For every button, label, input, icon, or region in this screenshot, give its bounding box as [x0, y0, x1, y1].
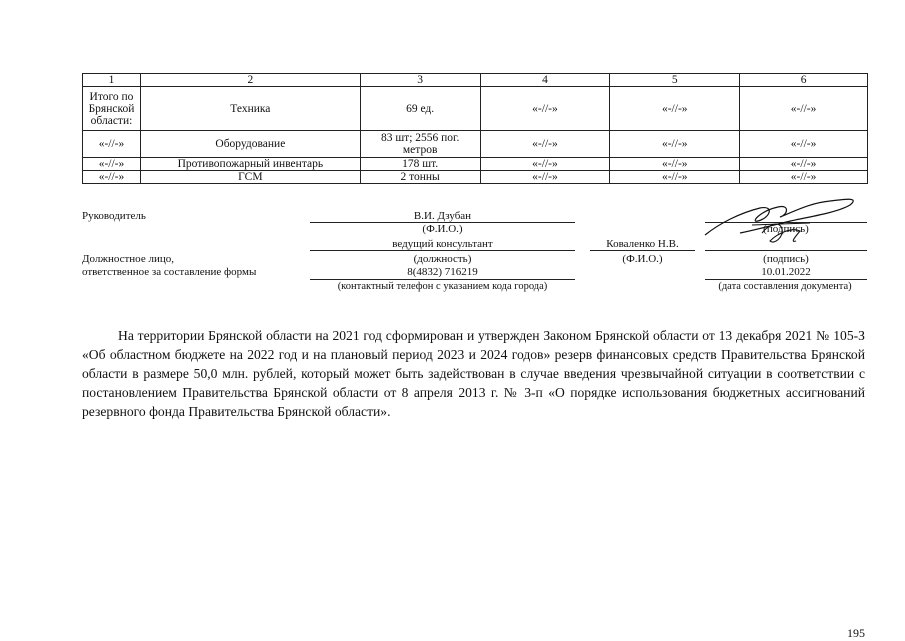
table-cell: «-//-» — [740, 131, 868, 158]
resources-table — [82, 73, 868, 184]
table-header-row — [83, 74, 868, 87]
table-cell: «-//-» — [480, 158, 610, 171]
fio-caption-2: (Ф.И.О.) — [622, 253, 663, 265]
official-label-2: ответственное за составление формы — [82, 266, 257, 278]
table-cell: Оборудование — [140, 131, 360, 158]
table-cell: ГСМ — [140, 171, 360, 184]
table-row — [83, 87, 868, 131]
phone-caption: (контактный телефон с указанием кода города) — [337, 281, 548, 292]
handwritten-signature-icon — [700, 193, 865, 253]
position-value: ведущий консультант — [392, 238, 493, 250]
header-cell: 2 — [140, 74, 360, 87]
table-cell: Итого по Брянской области: — [83, 87, 141, 131]
table-cell: «-//-» — [610, 131, 740, 158]
table-cell: «-//-» — [610, 171, 740, 184]
page-number: 195 — [847, 626, 865, 640]
official-name-line — [590, 250, 695, 251]
table-cell: «-//-» — [83, 171, 141, 184]
position-caption: (должность) — [413, 253, 472, 265]
table-cell: 178 шт. — [360, 158, 480, 171]
position-line — [310, 250, 575, 251]
date-value: 10.01.2022 — [761, 266, 811, 278]
table-cell: «-//-» — [480, 131, 610, 158]
table-cell: «-//-» — [83, 158, 141, 171]
header-cell: 5 — [610, 74, 740, 87]
table-cell: «-//-» — [480, 87, 610, 131]
table-cell: Противопожарный инвентарь — [140, 158, 360, 171]
head-label: Руководитель — [82, 210, 146, 222]
table-cell: «-//-» — [740, 171, 868, 184]
sign-caption-2: (подпись) — [763, 253, 809, 265]
phone-line — [310, 279, 575, 280]
budget-reserve-paragraph: На территории Брянской области на 2021 год сформирован и утвержден Законом Брянской области от 13 декабря 2021 № 105-З «Об областном бюджете на 2022 год и на плановый период 2023 и 2024 годов» резерв финансовых средств Правительства Брянской области в размере 50,0 млн. рублей, который может быть задействован в случае введения чрезвычайной ситуации в соответствии с постановлением Правительства Брянской области от 8 апреля 2013 г. № 3-п «О порядке использования бюджетных ассигнований резервного фонда Правительства Брянской области». — [82, 328, 865, 419]
table-cell: 2 тонны — [360, 171, 480, 184]
table-cell: «-//-» — [83, 131, 141, 158]
header-cell: 3 — [360, 74, 480, 87]
table-row — [83, 171, 868, 184]
head-name: В.И. Дзубан — [413, 210, 472, 222]
fio-caption: (Ф.И.О.) — [422, 223, 463, 235]
table-cell: Техника — [140, 87, 360, 131]
date-caption: (дата составления документа) — [718, 281, 852, 292]
table-cell: «-//-» — [740, 87, 868, 131]
table-cell: «-//-» — [480, 171, 610, 184]
header-cell: 4 — [480, 74, 610, 87]
official-label-1: Должностное лицо, — [82, 253, 174, 265]
table-cell: 83 шт; 2556 пог. метров — [360, 131, 480, 158]
sign-caption: (подпись) — [763, 223, 809, 235]
table-cell: «-//-» — [740, 158, 868, 171]
phone-value: 8(4832) 716219 — [407, 266, 478, 278]
table-row — [83, 131, 868, 158]
header-cell: 6 — [740, 74, 868, 87]
official-name: Коваленко Н.В. — [606, 238, 679, 250]
table-row — [83, 158, 868, 171]
date-line — [705, 279, 867, 280]
table-cell: 69 ед. — [360, 87, 480, 131]
header-cell: 1 — [83, 74, 141, 87]
table-cell: «-//-» — [610, 87, 740, 131]
table-cell: «-//-» — [610, 158, 740, 171]
